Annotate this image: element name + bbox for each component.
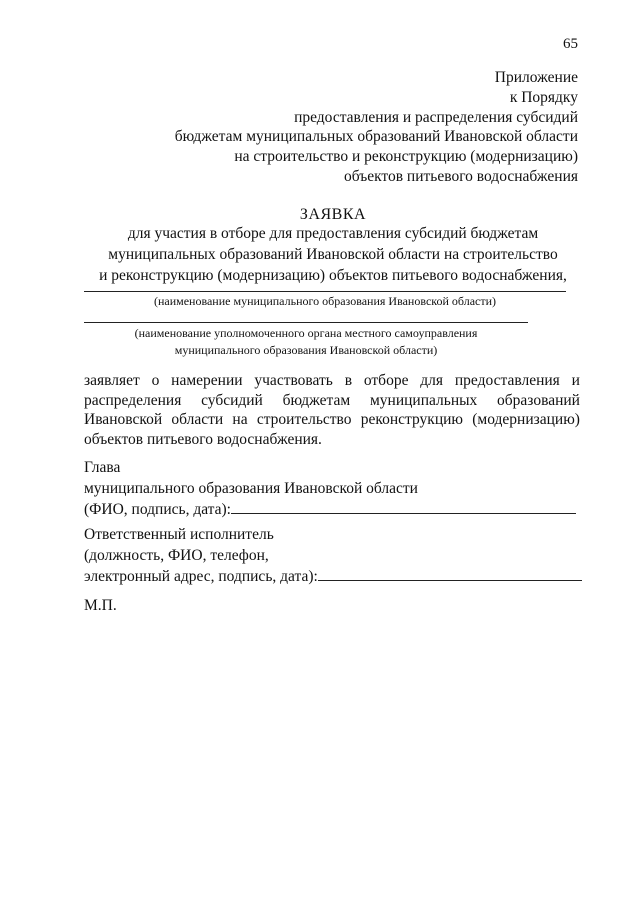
head-signature-line[interactable] (231, 499, 576, 514)
head-title: Глава (84, 459, 121, 476)
subtitle-line: для участия в отборе для предоставления субсидий бюджетам (127, 225, 539, 242)
appendix-line: Приложение (494, 69, 578, 86)
authority-name-caption (84, 325, 528, 359)
caption-line: (наименование уполномоченного органа местного самоуправления (134, 326, 478, 340)
document-subtitle (84, 223, 582, 286)
executor-title: Ответственный исполнитель (84, 526, 274, 543)
head-signature-label: (ФИО, подпись, дата): (84, 501, 231, 518)
municipality-name-line[interactable] (84, 291, 566, 292)
appendix-header (138, 68, 578, 187)
executor-signature-block (84, 524, 582, 587)
head-signature-row (84, 499, 576, 520)
appendix-line: к Порядку (509, 88, 578, 106)
appendix-line: бюджетам муниципальных образований Ивановской области (174, 128, 578, 146)
executor-signature-row (84, 566, 582, 587)
caption-line: муниципального образования Ивановской области) (174, 343, 438, 357)
subtitle-line: и реконструкцию (модернизацию) объектов питьевого водоснабжения, (99, 267, 567, 284)
document-title: ЗАЯВКА (299, 206, 367, 223)
executor-signature-line[interactable] (318, 566, 582, 581)
municipality-name-caption: (наименование муниципального образования Ивановской области) (153, 294, 497, 308)
head-municipality: муниципального образования Ивановской области (84, 480, 418, 497)
statement-line: заявляет о намерении участвовать в отборе для предоставления и (84, 372, 580, 389)
statement-line: объектов питьевого водоснабжения. (84, 430, 322, 448)
stamp-place: М.П. (84, 597, 117, 614)
head-signature-block (84, 457, 576, 520)
statement-paragraph (84, 371, 580, 449)
appendix-line: на строительство и реконструкцию (модернизацию) (234, 148, 578, 166)
appendix-line: предоставления и распределения субсидий (294, 108, 578, 126)
subtitle-line: муниципальных образований Ивановской области на строительство (108, 246, 558, 263)
statement-line: Ивановской области на строительство реконструкцию (модернизацию) (84, 411, 580, 428)
statement-line: распределения субсидий бюджетам муниципальных образований (84, 391, 580, 409)
authority-name-line[interactable] (84, 322, 528, 323)
page-number: 65 (563, 36, 578, 52)
appendix-line: объектов питьевого водоснабжения (343, 167, 578, 185)
executor-signature-label: электронный адрес, подпись, дата): (84, 568, 318, 585)
executor-details: (должность, ФИО, телефон, (84, 547, 269, 564)
